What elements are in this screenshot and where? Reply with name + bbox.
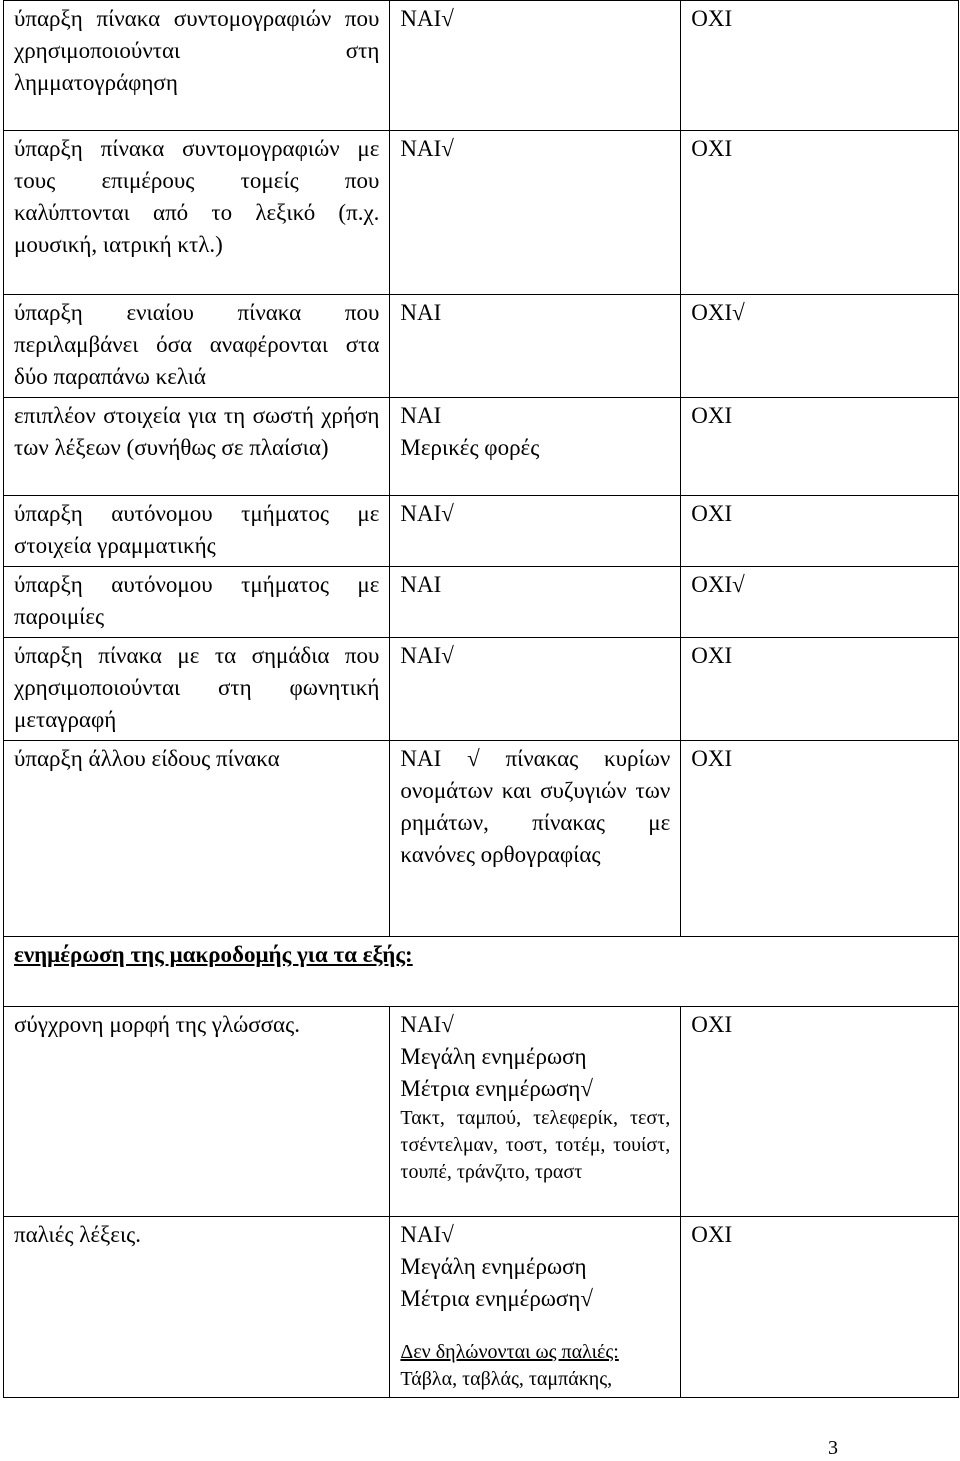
table-row xyxy=(4,638,959,741)
examples-note-title: Δεν δηλώνονται ως παλιές: xyxy=(400,1341,619,1363)
no-cell: ΟΧΙ xyxy=(681,1,959,131)
yes-value: ΝΑΙ xyxy=(400,403,442,428)
update-level-large: Μεγάλη ενημέρωση xyxy=(400,1254,587,1279)
yes-cell: ΝΑΙ xyxy=(390,567,681,638)
yes-value: ΝΑΙ√ xyxy=(400,1012,454,1037)
yes-cell: ΝΑΙ xyxy=(390,295,681,398)
yes-cell xyxy=(390,398,681,496)
no-cell: ΟΧΙ xyxy=(681,398,959,496)
yes-cell xyxy=(390,1217,681,1398)
yes-cell xyxy=(390,1007,681,1217)
section-heading-row xyxy=(4,937,959,1007)
criterion-cell: ύπαρξη αυτόνομου τμήματος με παροιμίες xyxy=(4,567,390,638)
yes-note: Μερικές φορές xyxy=(400,435,540,460)
criterion-cell: παλιές λέξεις. xyxy=(4,1217,390,1398)
table-row xyxy=(4,496,959,567)
criterion-cell: ύπαρξη πίνακα συντομογραφιών που χρησιμοποιούνται στη λημματογράφηση xyxy=(4,1,390,131)
yes-cell: ΝΑΙ√ xyxy=(390,1,681,131)
table-row xyxy=(4,398,959,496)
table-row xyxy=(4,1007,959,1217)
table-row xyxy=(4,741,959,937)
examples-note: Τακτ, ταμπού, τελεφερίκ, τεστ, τσέντελμαν, τοστ, τοτέμ, τουίστ, τουπέ, τράνζιτο, τραστ xyxy=(400,1107,671,1183)
yes-cell: ΝΑΙ√ xyxy=(390,638,681,741)
table-row xyxy=(4,567,959,638)
table-row xyxy=(4,1,959,131)
yes-cell: ΝΑΙ √ πίνακας κυρίων ονομάτων και συζυγιών των ρημάτων, πίνακας με κανόνες ορθογραφίας xyxy=(390,741,681,937)
criterion-cell: σύγχρονη μορφή της γλώσσας. xyxy=(4,1007,390,1217)
criterion-cell: ύπαρξη πίνακα με τα σημάδια που χρησιμοποιούνται στη φωνητική μεταγραφή xyxy=(4,638,390,741)
criterion-cell: επιπλέον στοιχεία για τη σωστή χρήση των λέξεων (συνήθως σε πλαίσια) xyxy=(4,398,390,496)
update-level-medium: Μέτρια ενημέρωση√ xyxy=(400,1076,593,1101)
criterion-cell: ύπαρξη ενιαίου πίνακα που περιλαμβάνει όσα αναφέρονται στα δύο παραπάνω κελιά xyxy=(4,295,390,398)
criterion-cell: ύπαρξη άλλου είδους πίνακα xyxy=(4,741,390,937)
no-cell: ΟΧΙ xyxy=(681,741,959,937)
table-row xyxy=(4,131,959,295)
examples-note: Τάβλα, ταβλάς, ταμπάκης, xyxy=(400,1368,613,1390)
criterion-cell: ύπαρξη αυτόνομου τμήματος με στοιχεία γραμματικής xyxy=(4,496,390,567)
no-cell: ΟΧΙ xyxy=(681,131,959,295)
table-row xyxy=(4,295,959,398)
yes-cell: ΝΑΙ√ xyxy=(390,131,681,295)
criterion-cell: ύπαρξη πίνακα συντομογραφιών με τους επιμέρους τομείς που καλύπτονται από το λεξικό (π.χ. μουσική, ιατρική κτλ.) xyxy=(4,131,390,295)
no-cell: ΟΧΙ xyxy=(681,496,959,567)
no-cell: ΟΧΙ xyxy=(681,1217,959,1398)
section-title: ενημέρωση της μακροδομής για τα εξής: xyxy=(14,942,413,967)
page-number: 3 xyxy=(828,1437,838,1459)
no-cell: ΟΧΙ√ xyxy=(681,295,959,398)
update-level-medium: Μέτρια ενημέρωση√ xyxy=(400,1286,593,1311)
update-level-large: Μεγάλη ενημέρωση xyxy=(400,1044,587,1069)
section-heading-cell xyxy=(4,937,959,1007)
no-cell: ΟΧΙ xyxy=(681,1007,959,1217)
yes-value: ΝΑΙ√ xyxy=(400,1222,454,1247)
evaluation-table xyxy=(3,0,959,1398)
no-cell: ΟΧΙ xyxy=(681,638,959,741)
table-row xyxy=(4,1217,959,1398)
no-cell: ΟΧΙ√ xyxy=(681,567,959,638)
yes-cell: ΝΑΙ√ xyxy=(390,496,681,567)
